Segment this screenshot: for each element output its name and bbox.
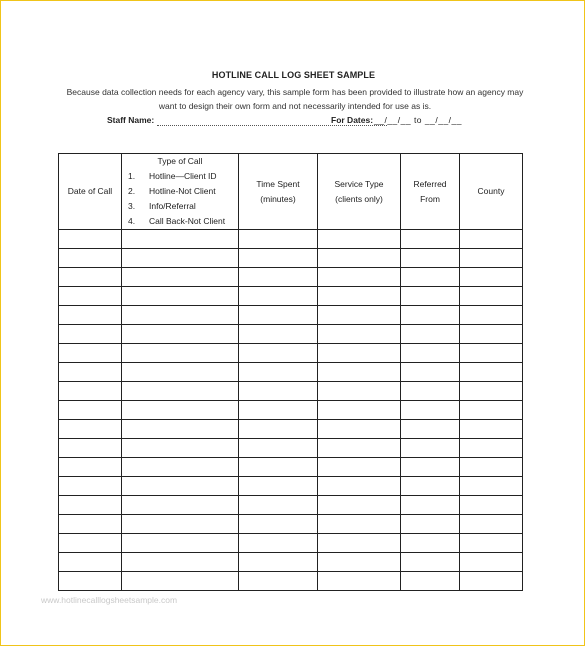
time-spent-cell[interactable] [239, 325, 318, 344]
table-row [59, 249, 523, 268]
table-row [59, 325, 523, 344]
type-of-call-cell[interactable] [122, 572, 239, 591]
date-of-call-cell[interactable] [59, 382, 122, 401]
date-of-call-cell[interactable] [59, 249, 122, 268]
date-of-call-cell[interactable] [59, 401, 122, 420]
referred-from-cell[interactable] [401, 325, 460, 344]
from-label: From [420, 193, 440, 204]
referred-from-cell[interactable] [401, 458, 460, 477]
date-of-call-cell[interactable] [59, 439, 122, 458]
header-date-of-call: Date of Call [59, 154, 122, 230]
call-type-number: 3. [128, 201, 136, 211]
time-spent-cell[interactable] [239, 515, 318, 534]
call-type-number: 1. [128, 171, 136, 181]
table-row [59, 477, 523, 496]
time-spent-cell[interactable] [239, 287, 318, 306]
service-type-note: (clients only) [335, 193, 383, 204]
type-of-call-cell[interactable] [122, 420, 239, 439]
referred-label: Referred [413, 178, 447, 189]
service-type-cell[interactable] [318, 477, 401, 496]
county-cell[interactable] [460, 249, 523, 268]
type-of-call-cell[interactable] [122, 439, 239, 458]
header-type-of-call [122, 154, 239, 230]
time-spent-cell[interactable] [239, 268, 318, 287]
time-spent-cell[interactable] [239, 344, 318, 363]
date-of-call-cell[interactable] [59, 306, 122, 325]
date-of-call-cell[interactable] [59, 344, 122, 363]
document-title: HOTLINE CALL LOG SHEET SAMPLE [211, 70, 376, 80]
county-cell[interactable] [460, 268, 523, 287]
table-row [59, 572, 523, 591]
time-spent-cell[interactable] [239, 534, 318, 553]
type-of-call-cell[interactable] [122, 496, 239, 515]
referred-from-cell[interactable] [401, 553, 460, 572]
table-row [59, 382, 523, 401]
referred-from-cell[interactable] [401, 249, 460, 268]
county-cell[interactable] [460, 382, 523, 401]
referred-from-cell[interactable] [401, 534, 460, 553]
call-type-item [128, 199, 238, 214]
table-row [59, 420, 523, 439]
county-cell[interactable] [460, 306, 523, 325]
header-time-spent [239, 154, 318, 230]
service-type-cell[interactable] [318, 401, 401, 420]
time-spent-cell[interactable] [239, 230, 318, 249]
time-spent-unit: (minutes) [260, 193, 296, 204]
time-spent-label: Time Spent [256, 178, 300, 189]
call-type-label: Hotline—Client ID [149, 171, 217, 181]
referred-from-cell[interactable] [401, 477, 460, 496]
time-spent-cell[interactable] [239, 553, 318, 572]
time-spent-cell[interactable] [239, 401, 318, 420]
table-row [59, 287, 523, 306]
service-type-cell[interactable] [318, 553, 401, 572]
call-type-label: Info/Referral [149, 201, 196, 211]
type-of-call-cell[interactable] [122, 401, 239, 420]
header-county: County [460, 154, 523, 230]
header-referred-from [401, 154, 460, 230]
date-of-call-cell[interactable] [59, 268, 122, 287]
call-type-item [128, 169, 238, 184]
date-of-call-cell[interactable] [59, 363, 122, 382]
county-cell[interactable] [460, 230, 523, 249]
time-spent-cell[interactable] [239, 306, 318, 325]
date-of-call-cell[interactable] [59, 534, 122, 553]
service-type-label: Service Type [334, 178, 384, 189]
referred-from-cell[interactable] [401, 306, 460, 325]
call-type-number: 4. [128, 216, 136, 226]
date-of-call-cell[interactable] [59, 515, 122, 534]
date-of-call-cell[interactable] [59, 496, 122, 515]
table-row [59, 268, 523, 287]
type-of-call-cell[interactable] [122, 515, 239, 534]
time-spent-cell[interactable] [239, 363, 318, 382]
service-type-cell[interactable] [318, 420, 401, 439]
call-type-number: 2. [128, 186, 136, 196]
call-type-label: Call Back-Not Client [149, 216, 226, 226]
county-cell[interactable] [460, 534, 523, 553]
county-cell[interactable] [460, 325, 523, 344]
footer-watermark: www.hotlinecalllogsheetsample.com [41, 595, 178, 605]
time-spent-cell[interactable] [239, 249, 318, 268]
referred-from-cell[interactable] [401, 496, 460, 515]
type-of-call-cell[interactable] [122, 268, 239, 287]
referred-from-cell[interactable] [401, 344, 460, 363]
referred-from-cell[interactable] [401, 363, 460, 382]
service-type-cell[interactable] [318, 268, 401, 287]
referred-from-cell[interactable] [401, 572, 460, 591]
call-log-body [59, 230, 523, 591]
service-type-cell[interactable] [318, 363, 401, 382]
county-cell[interactable] [460, 344, 523, 363]
type-of-call-cell[interactable] [122, 477, 239, 496]
date-of-call-cell[interactable] [59, 287, 122, 306]
time-spent-cell[interactable] [239, 420, 318, 439]
referred-from-cell[interactable] [401, 287, 460, 306]
county-cell[interactable] [460, 477, 523, 496]
table-row [59, 401, 523, 420]
referred-from-cell[interactable] [401, 268, 460, 287]
county-cell[interactable] [460, 458, 523, 477]
time-spent-cell[interactable] [239, 439, 318, 458]
service-type-cell[interactable] [318, 572, 401, 591]
type-of-call-cell[interactable] [122, 287, 239, 306]
time-spent-cell[interactable] [239, 458, 318, 477]
time-spent-cell[interactable] [239, 477, 318, 496]
referred-from-cell[interactable] [401, 401, 460, 420]
date-of-call-cell[interactable] [59, 420, 122, 439]
county-cell[interactable] [460, 363, 523, 382]
for-dates-label: For Dates: [331, 115, 374, 125]
service-type-cell[interactable] [318, 496, 401, 515]
county-cell[interactable] [460, 401, 523, 420]
date-of-call-cell[interactable] [59, 477, 122, 496]
time-spent-cell[interactable] [239, 496, 318, 515]
referred-from-cell[interactable] [401, 515, 460, 534]
date-of-call-cell[interactable] [59, 553, 122, 572]
table-row [59, 553, 523, 572]
time-spent-cell[interactable] [239, 382, 318, 401]
service-type-cell[interactable] [318, 249, 401, 268]
call-type-label: Hotline-Not Client [149, 186, 216, 196]
staff-dates-row [107, 115, 507, 127]
service-type-cell[interactable] [318, 458, 401, 477]
county-cell[interactable] [460, 515, 523, 534]
service-type-cell[interactable] [318, 515, 401, 534]
date-of-call-cell[interactable] [59, 572, 122, 591]
time-spent-cell[interactable] [239, 572, 318, 591]
county-cell[interactable] [460, 439, 523, 458]
table-row [59, 515, 523, 534]
service-type-cell[interactable] [318, 306, 401, 325]
county-cell[interactable] [460, 572, 523, 591]
table-row [59, 439, 523, 458]
intro-line-1: Because data collection needs for each agency vary, this sample form has been provided to illustrate how an agency may [66, 87, 524, 97]
date-of-call-cell[interactable] [59, 325, 122, 344]
intro-text [56, 85, 534, 113]
type-of-call-cell[interactable] [122, 230, 239, 249]
type-of-call-title: Type of Call [157, 156, 203, 166]
service-type-cell[interactable] [318, 382, 401, 401]
table-row [59, 496, 523, 515]
referred-from-cell[interactable] [401, 420, 460, 439]
referred-from-cell[interactable] [401, 230, 460, 249]
service-type-cell[interactable] [318, 439, 401, 458]
table-row [59, 344, 523, 363]
type-of-call-cell[interactable] [122, 458, 239, 477]
call-type-item [128, 184, 238, 199]
service-type-cell[interactable] [318, 325, 401, 344]
call-log-table [58, 153, 523, 591]
date-of-call-cell[interactable] [59, 230, 122, 249]
intro-line-2: want to design their own form and not necessarily intended for use as is. [158, 101, 432, 111]
call-type-item [128, 214, 238, 229]
county-cell[interactable] [460, 553, 523, 572]
referred-from-cell[interactable] [401, 439, 460, 458]
type-of-call-cell[interactable] [122, 325, 239, 344]
type-of-call-cell[interactable] [122, 382, 239, 401]
table-row [59, 363, 523, 382]
table-row [59, 230, 523, 249]
for-dates-field[interactable]: __/__/__ to __/__/__ [374, 115, 462, 125]
type-of-call-cell[interactable] [122, 344, 239, 363]
type-of-call-cell[interactable] [122, 553, 239, 572]
date-of-call-cell[interactable] [59, 458, 122, 477]
type-of-call-cell[interactable] [122, 306, 239, 325]
call-type-list [122, 169, 238, 229]
type-of-call-cell[interactable] [122, 534, 239, 553]
table-row [59, 306, 523, 325]
table-row [59, 534, 523, 553]
table-header-row [59, 154, 523, 230]
referred-from-cell[interactable] [401, 382, 460, 401]
service-type-cell[interactable] [318, 287, 401, 306]
type-of-call-cell[interactable] [122, 363, 239, 382]
service-type-cell[interactable] [318, 534, 401, 553]
header-service-type [318, 154, 401, 230]
table-row [59, 458, 523, 477]
type-of-call-cell[interactable] [122, 249, 239, 268]
county-cell[interactable] [460, 287, 523, 306]
staff-name-label: Staff Name: [107, 115, 155, 125]
service-type-cell[interactable] [318, 230, 401, 249]
county-cell[interactable] [460, 420, 523, 439]
county-cell[interactable] [460, 496, 523, 515]
service-type-cell[interactable] [318, 344, 401, 363]
